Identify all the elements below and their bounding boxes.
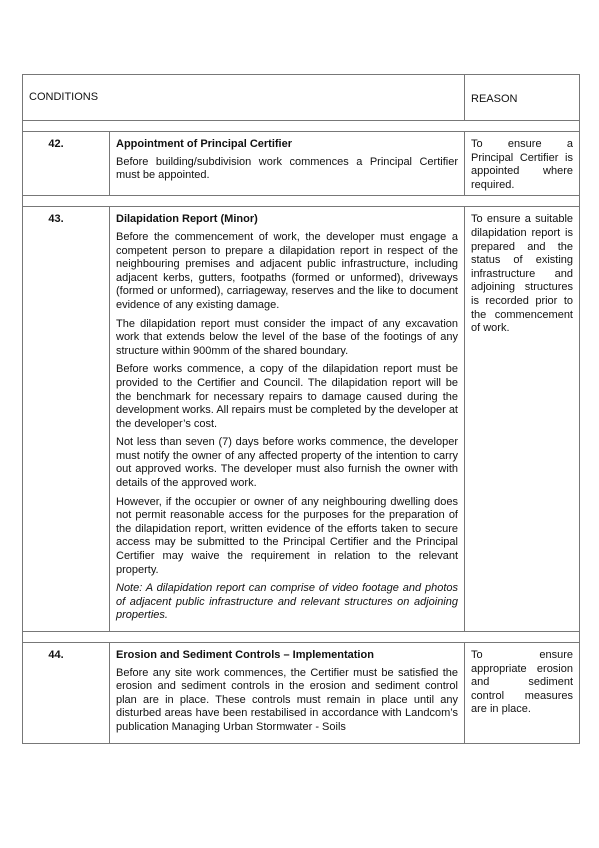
condition-reason: [465, 132, 580, 196]
condition-row-43: [23, 207, 580, 632]
condition-number: 44.: [23, 643, 110, 744]
reason-header: REASON: [465, 75, 580, 121]
condition-paragraph: Before the commencement of work, the developer must engage a competent person to prepare a dilapidation report in respect of the neighbouring premises and adjacent public infrastructure, including adjacent kerbs, gutters, footpaths (formed or unformed), driveways (formed or unformed), carriageway, reserves and the like to document evidence of any existing damage.: [116, 230, 458, 311]
conditions-table: [22, 74, 580, 744]
reason-text: To ensure a suitable dilapidation report is prepared and the status of existing infrastructure and adjoining structures is recorded prior to the commencement of work.: [471, 213, 573, 335]
condition-row-44: [23, 643, 580, 744]
table-header-row: [23, 75, 580, 121]
condition-title: Dilapidation Report (Minor): [116, 213, 258, 226]
conditions-header: CONDITIONS: [23, 75, 465, 121]
reason-text: To ensure appropriate erosion and sediment control measures are in place.: [471, 649, 573, 716]
condition-paragraph: Not less than seven (7) days before works commence, the developer must notify the owner of any affected property of the intention to carry out approved works. The developer must also furnish the owner with details of the approved work.: [116, 436, 458, 490]
condition-body: [110, 132, 465, 196]
condition-note: Note: A dilapidation report can comprise of video footage and photos of adjacent public infrastructure and relevant structures on adjoining properties.: [116, 582, 458, 622]
condition-paragraph: Before any site work commences, the Certifier must be satisfied the erosion and sediment controls in the erosion and sediment control plan are in place. These controls must remain in place until any disturbed areas have been restabilised in accordance with Landcom’s publication Managing Urban Stormwater - Soils: [116, 666, 458, 733]
condition-reason: [465, 207, 580, 632]
condition-body: [110, 207, 465, 632]
condition-paragraph: However, if the occupier or owner of any neighbouring dwelling does not permit reasonable access for the purposes for the preparation of the dilapidation report, written evidence of the efforts taken to secure access may be submitted to the Principal Certifier and the Principal Certifier may waive the requirement in relation to the relevant property.: [116, 495, 458, 576]
condition-paragraph: Before works commence, a copy of the dilapidation report must be provided to the Certifier and Council. The dilapidation report will be the benchmark for necessary repairs to damage caused during the development works. All repairs must be completed by the developer at the developer’s cost.: [116, 363, 458, 430]
condition-number: 42.: [23, 132, 110, 196]
condition-number: 43.: [23, 207, 110, 632]
condition-title: Appointment of Principal Certifier: [116, 138, 293, 150]
condition-reason: [465, 643, 580, 744]
condition-paragraph: Before building/subdivision work commences a Principal Certifier must be appointed.: [116, 155, 458, 182]
reason-text: To ensure a Principal Certifier is appointed where required.: [471, 138, 573, 191]
condition-paragraph: The dilapidation report must consider the impact of any excavation work that extends below the level of the base of the footings of any structure within 900mm of the shared boundary.: [116, 317, 458, 357]
condition-body: [110, 643, 465, 744]
condition-row-42: [23, 132, 580, 196]
condition-title: Erosion and Sediment Controls – Implementation: [116, 649, 374, 661]
